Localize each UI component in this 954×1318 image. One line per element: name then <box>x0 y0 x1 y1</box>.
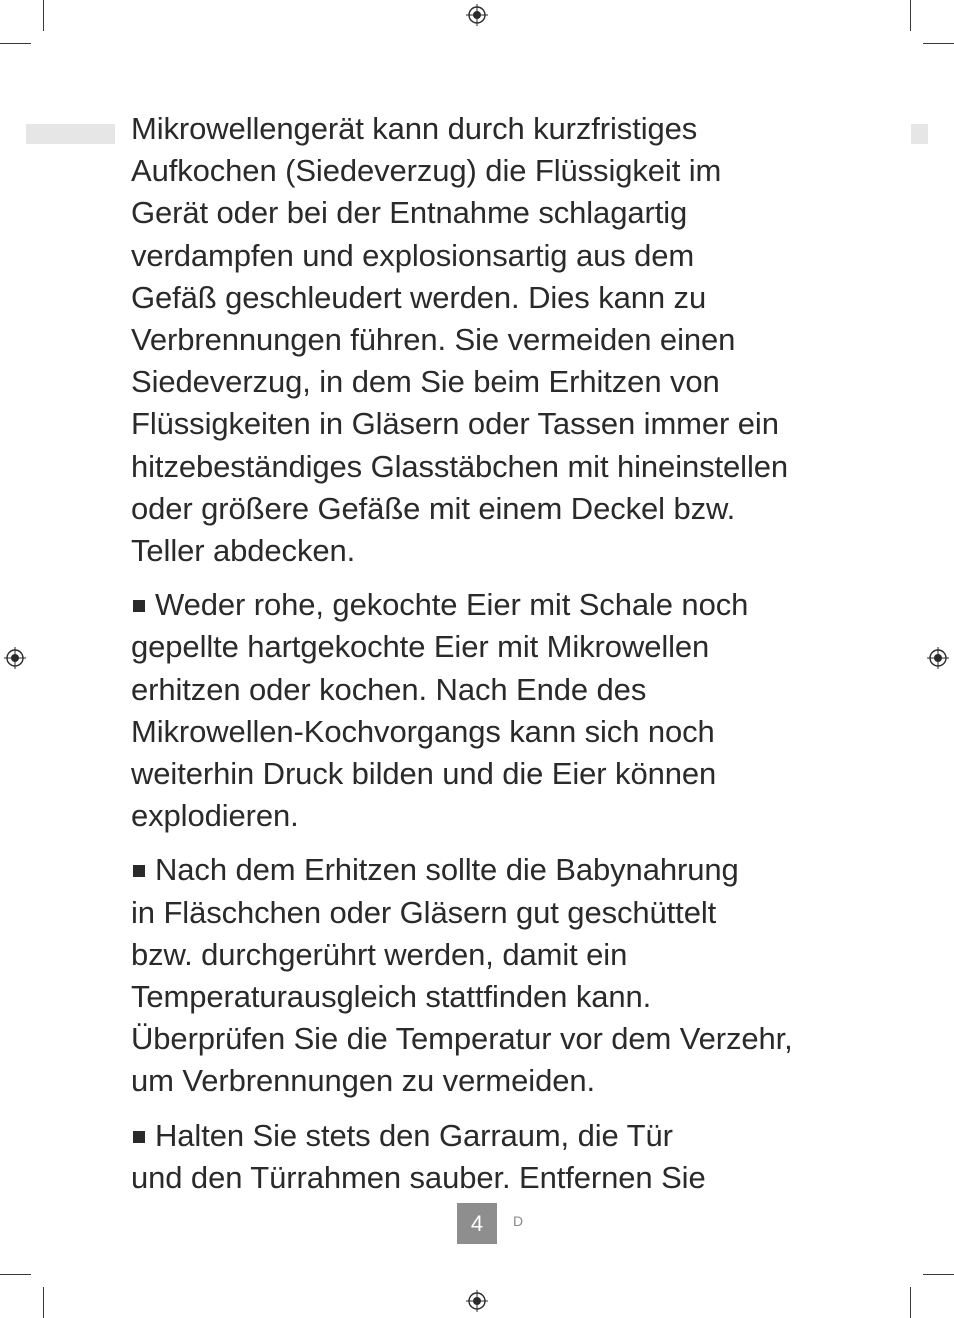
bullet-square-icon <box>133 1131 145 1143</box>
text-line: Flüssigkeiten in Gläsern oder Tassen immer ein <box>131 406 779 442</box>
paragraph-babynahrung <box>131 849 871 1102</box>
text-line: oder größere Gefäße mit einem Deckel bzw. <box>131 490 736 526</box>
text-line: Weder rohe, gekochte Eier mit Schale noch <box>155 587 749 623</box>
text-line: Teller abdecken. <box>131 533 356 569</box>
crop-mark-bottom-left-h <box>0 1274 31 1275</box>
right-gray-tab <box>911 124 928 144</box>
crop-mark-bottom-right-v <box>910 1287 911 1318</box>
text-line: weiterhin Druck bilden und die Eier können <box>131 756 717 792</box>
crop-mark-bottom-right-h <box>923 1274 954 1275</box>
text-line: gepellte hartgekochte Eier mit Mikrowellen <box>131 629 710 665</box>
text-line: in Fläschchen oder Gläsern gut geschüttelt <box>131 894 717 930</box>
paragraph-eier <box>131 584 871 837</box>
text-line: Siedeverzug, in dem Sie beim Erhitzen von <box>131 364 720 400</box>
text-line: Mikrowellengerät kann durch kurzfristiges <box>131 111 698 146</box>
registration-mark-icon <box>466 4 488 26</box>
text-line: Nach dem Erhitzen sollte die Babynahrung <box>155 852 739 888</box>
text-line: bzw. durchgerührt werden, damit ein <box>131 936 628 972</box>
crop-mark-top-left-v <box>43 0 44 31</box>
paragraph-garraum <box>131 1115 871 1199</box>
text-line: explodieren. <box>131 798 299 834</box>
crop-mark-top-left-h <box>0 43 31 44</box>
text-line: Verbrennungen führen. Sie vermeiden einen <box>131 322 736 358</box>
page-number: 4 <box>457 1203 497 1244</box>
paragraph-siedeverzug <box>131 108 871 572</box>
text-line: Überprüfen Sie die Temperatur vor dem Verzehr, <box>131 1021 793 1057</box>
language-code: D <box>513 1213 524 1229</box>
text-line: erhitzen oder kochen. Nach Ende des <box>131 671 647 707</box>
text-line: Mikrowellen-Kochvorgangs kann sich noch <box>131 713 715 749</box>
left-gray-tab <box>26 124 115 144</box>
text-line: Halten Sie stets den Garraum, die Tür <box>155 1117 673 1153</box>
registration-mark-icon <box>4 647 26 669</box>
text-line: Aufkochen (Siedeverzug) die Flüssigkeit im <box>131 153 722 189</box>
registration-mark-icon <box>466 1290 488 1312</box>
text-line: und den Türrahmen sauber. Entfernen Sie <box>131 1159 706 1195</box>
crop-mark-top-right-h <box>923 43 954 44</box>
bullet-square-icon <box>133 600 145 612</box>
text-line: um Verbrennungen zu vermeiden. <box>131 1063 596 1099</box>
text-line: hitzebeständiges Glasstäbchen mit hineinstellen <box>131 448 789 484</box>
document-body <box>131 108 871 1211</box>
crop-mark-top-right-v <box>910 0 911 31</box>
crop-mark-bottom-left-v <box>43 1287 44 1318</box>
text-line: Gefäß geschleudert werden. Dies kann zu <box>131 279 707 315</box>
text-line: verdampfen und explosionsartig aus dem <box>131 237 695 273</box>
registration-mark-icon <box>927 647 949 669</box>
text-line: Gerät oder bei der Entnahme schlagartig <box>131 195 688 231</box>
bullet-square-icon <box>133 865 145 877</box>
text-line: Temperaturausgleich stattfinden kann. <box>131 979 652 1015</box>
